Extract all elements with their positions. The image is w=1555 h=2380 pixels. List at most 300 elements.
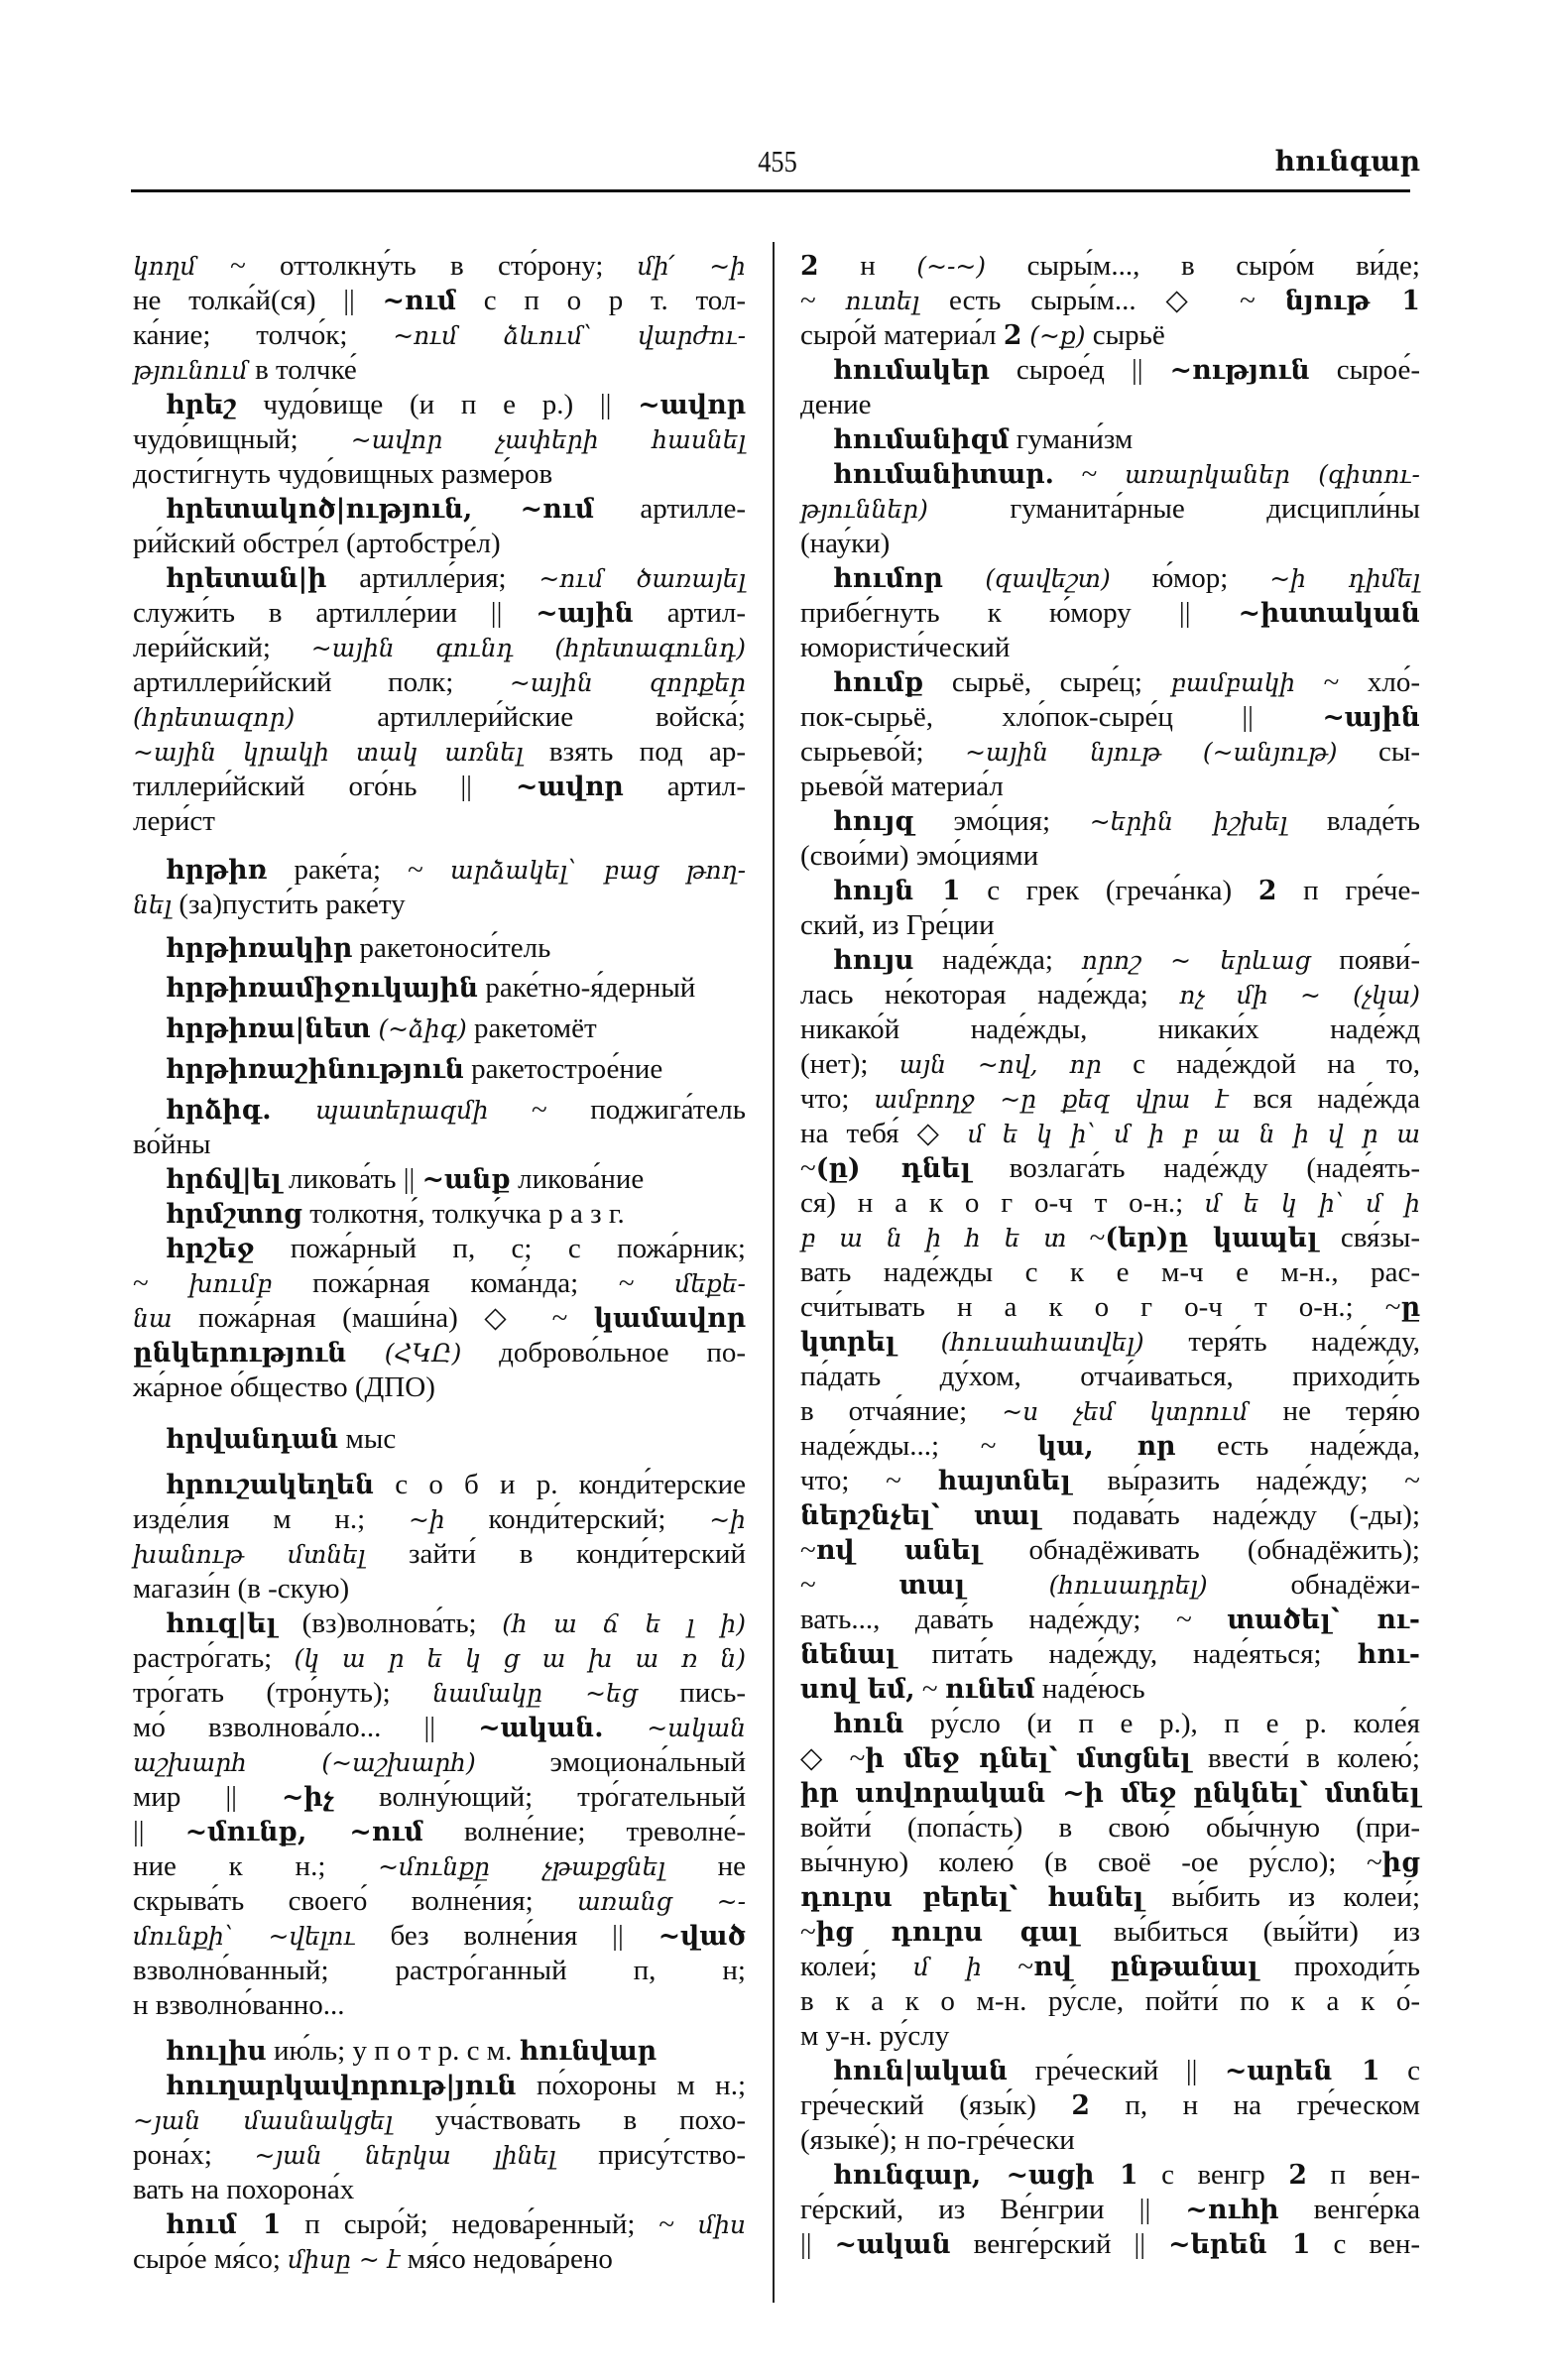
headword: հրմշտոց (166, 1199, 302, 1230)
text-line (133, 561, 746, 596)
armenian-phrase: միս (698, 2210, 746, 2239)
text-line (133, 1093, 746, 1128)
dictionary-entry (800, 804, 1420, 874)
russian-text: ракетострое́ние (463, 1053, 663, 1085)
russian-text: возлага́ть наде́жду (наде́ять- (970, 1152, 1420, 1184)
text-line (133, 853, 746, 888)
text-line (800, 631, 1420, 665)
russian-text: наде́юсь (1034, 1673, 1145, 1705)
text-line (800, 2158, 1420, 2193)
russian-text: проходи́ть (1257, 1951, 1420, 1982)
headword: ունեմ (944, 1674, 1035, 1705)
russian-text: гумани́зм (1009, 423, 1134, 455)
text-line (133, 1606, 746, 1641)
text-line (800, 1498, 1420, 1533)
russian-text: взять под ар- (523, 736, 746, 768)
dictionary-entry (133, 1052, 746, 1087)
headword: 2 (1071, 2090, 1090, 2121)
russian-text: войти́ (попа́сть) в свою́ обы́чную (при- (800, 1812, 1420, 1844)
armenian-phrase: ~ական (603, 1714, 747, 1742)
text-line (133, 1197, 746, 1232)
russian-text: раке́тно-я́дерный (478, 972, 696, 1004)
russian-text: что; (800, 1083, 875, 1115)
text-line (800, 388, 1420, 422)
russian-text: уча́ствовать в похо- (392, 2104, 747, 2136)
russian-text: рьево́й материа́л (800, 771, 1004, 802)
russian-text: пок-сырьё, хло́пок-сыре́ц || (800, 701, 1323, 733)
russian-text: мя́со недова́рено (400, 2243, 613, 2275)
headword: հրթիռ (166, 855, 268, 886)
text-line (800, 2054, 1420, 2088)
russian-text: н взволно́ванно... (133, 1989, 345, 2021)
headword: տածել՝ ու- (1227, 1605, 1420, 1635)
dictionary-entry (800, 2158, 1420, 2262)
text-line (133, 422, 746, 457)
text-line (133, 971, 746, 1006)
text-line (800, 1533, 1420, 1568)
text-line (133, 1537, 746, 1572)
armenian-phrase: ~ում ձևում՝ վարժու- (393, 321, 746, 350)
text-line (800, 2123, 1420, 2158)
armenian-phrase: (~ք) (1021, 321, 1086, 350)
russian-text: ~ (800, 1152, 816, 1184)
armenian-phrase: բ ա ն ի հ ե տ (800, 1224, 1067, 1252)
armenian-phrase: ~ում ծառայել (538, 564, 746, 593)
text-line (133, 931, 746, 966)
dictionary-entry (800, 2054, 1420, 2158)
text-line (800, 1394, 1420, 1429)
russian-text: обнадёжи- (1207, 1569, 1420, 1601)
headword: հրետակոծ|ություն, ~ում (166, 494, 595, 525)
text-line (800, 1741, 1420, 1776)
armenian-phrase: բամբակի (1170, 668, 1296, 697)
headword: հումանիտար. (833, 459, 1054, 490)
russian-text: прису́тство- (555, 2139, 746, 2171)
headword: ~ավոր (515, 772, 624, 802)
headword: իր սովորական ~ի մեջ ընկնել՝ մտնել (800, 1778, 1420, 1809)
dictionary-entry (800, 457, 1420, 561)
text-line (800, 943, 1420, 978)
armenian-phrase: ~ի դիմել (1269, 564, 1420, 593)
russian-text: венге́рский || (950, 2228, 1169, 2260)
russian-text: изде́лия м н.; (133, 1503, 409, 1535)
headword: ~մունք, ~ում (184, 1817, 423, 1847)
text-line (133, 1301, 746, 1336)
running-head: հունգար (1274, 145, 1420, 178)
dictionary-entry (800, 422, 1420, 457)
text-line (133, 631, 746, 665)
headword: կամավոր (593, 1303, 746, 1334)
headword: ով ընթանալ (1033, 1952, 1258, 1982)
russian-text: ~ (800, 1569, 899, 1601)
headword: հունգար, ~ացի 1 (833, 2160, 1138, 2191)
russian-text: есть сыры́м... ◇ ~ (919, 285, 1285, 316)
headword: ~ուհի (1185, 2195, 1279, 2225)
text-line (133, 1780, 746, 1815)
text-line (800, 1464, 1420, 1498)
russian-text: артилле- (594, 493, 746, 525)
headword: հայտնել (937, 1466, 1071, 1496)
russian-text: артиллери́йский полк; (133, 666, 510, 698)
russian-text: с венгр (1137, 2159, 1289, 2191)
armenian-phrase: մ ե կ ի՝ մ ի (1205, 1189, 1420, 1218)
russian-text: п сыро́й; недова́ренный; ~ (281, 2208, 699, 2240)
text-line (800, 561, 1420, 596)
russian-text: (свои́ми) эмо́циями (800, 840, 1039, 872)
headword: հումանիզմ (833, 424, 1010, 455)
text-line (133, 1012, 746, 1046)
dictionary-entry (133, 2034, 746, 2069)
russian-text: ~ хло́- (1295, 666, 1420, 698)
text-line (133, 665, 746, 700)
russian-text: в к а к о м-н. ру́сле, пойти́ по к а к о́- (800, 1985, 1420, 2017)
armenian-phrase: խանութ մտնել (133, 1540, 366, 1569)
russian-text: ~ (1053, 458, 1126, 490)
russian-text: ~ (800, 1916, 816, 1948)
russian-text: ние к н.; (133, 1850, 379, 1882)
dictionary-entry (133, 853, 746, 922)
russian-text: гре́ческий (язы́к) (800, 2089, 1072, 2121)
text-line (133, 1232, 746, 1266)
headword: հուն (833, 1709, 904, 1739)
armenian-phrase: (հուսահատվել) (896, 1328, 1144, 1357)
russian-text: пожа́рная (маши́на) ◇ ~ (172, 1302, 594, 1334)
armenian-phrase: միսը ~ է (288, 2245, 401, 2274)
headword: ~ային (536, 598, 634, 629)
text-line (800, 1360, 1420, 1394)
armenian-phrase: աշխարհ (~աշխարհ) (133, 1748, 476, 1777)
russian-text: доброво́льное по- (461, 1337, 746, 1368)
armenian-phrase: ~երին իշխել (1089, 807, 1288, 836)
text-line (800, 1325, 1420, 1360)
dictionary-entry (133, 1468, 746, 1606)
russian-text: дости́гнуть чудо́вищных разме́ров (133, 458, 553, 490)
russian-text: на тебя́ ◇ (800, 1118, 968, 1149)
text-line (800, 1915, 1420, 1950)
headword: հրշեջ (166, 1234, 255, 1264)
headword: հրթիռամիջուկային (166, 973, 479, 1004)
armenian-phrase: ամբողջ ~ը քեզ վրա է (874, 1085, 1229, 1114)
text-line (800, 1186, 1420, 1221)
russian-text: || (133, 1816, 185, 1847)
text-line (800, 978, 1420, 1012)
text-line (133, 2034, 746, 2069)
text-line (800, 700, 1420, 735)
armenian-phrase: մ ի (913, 1953, 983, 1981)
russian-text: что; ~ (800, 1465, 938, 1496)
russian-text: владе́ть (1287, 805, 1421, 837)
dictionary-entry (800, 249, 1420, 353)
text-line (800, 1151, 1420, 1186)
text-line (133, 1572, 746, 1606)
russian-text: конди́терский; (444, 1503, 710, 1535)
headword: ~ական (834, 2229, 951, 2260)
russian-text: юмористи́ческий (800, 632, 1011, 663)
russian-text: теря́ть наде́жду, (1143, 1326, 1420, 1358)
russian-text: растро́гать; (133, 1642, 295, 1674)
text-line (133, 249, 746, 284)
dictionary-entry (800, 1707, 1420, 2054)
russian-text: без волне́ния || (355, 1920, 658, 1952)
text-line (800, 1012, 1420, 1047)
text-line (133, 1502, 746, 1537)
russian-text: пожа́рная кома́нда; ~ (272, 1267, 675, 1299)
headword: ~արեն 1 (1225, 2056, 1380, 2086)
russian-text: вы́чную) колею́ (в своё -ое ру́сло); ~ (800, 1846, 1382, 1878)
headword: ~ություն (1169, 355, 1310, 386)
right-column (800, 249, 1420, 2262)
headword: կտրել (800, 1327, 897, 1358)
armenian-phrase: ~ի (709, 1505, 747, 1534)
russian-text: ~ (1066, 1222, 1106, 1253)
headword: հուն|ական (833, 2056, 1009, 2086)
headword: (ը) դնել (815, 1153, 971, 1184)
text-line (133, 2138, 746, 2173)
headword: 2 (1003, 320, 1022, 351)
armenian-phrase: պատերազմի (271, 1096, 489, 1125)
russian-text: ри́йский обстре́л (артобстре́л) (133, 528, 501, 559)
text-line (800, 839, 1420, 874)
russian-text: не теря́ю (1248, 1395, 1420, 1427)
russian-text: сырьё (1085, 319, 1165, 351)
text-line (133, 527, 746, 561)
russian-text: есть наде́жда, (1175, 1430, 1420, 1462)
text-line (800, 2193, 1420, 2227)
armenian-phrase: նել (133, 891, 173, 919)
russian-text: лери́ст (133, 805, 215, 837)
headword: հրթիռաշինություն (166, 1054, 464, 1085)
text-line (800, 353, 1420, 388)
headword: ~անք (421, 1164, 511, 1195)
text-line (133, 2173, 746, 2207)
armenian-phrase: մեքե- (674, 1269, 746, 1298)
armenian-phrase: խումբ (188, 1269, 273, 1298)
russian-text: сырьево́й; (800, 736, 966, 768)
headword: նյութ 1 (1284, 286, 1420, 316)
text-line (800, 1880, 1420, 1915)
text-line (133, 596, 746, 631)
russian-text: в толчке́ (247, 354, 357, 386)
dictionary-entry (133, 561, 746, 839)
text-line (800, 665, 1420, 700)
russian-text: лери́йский; (133, 632, 311, 663)
headword: հում 1 (166, 2209, 282, 2240)
headword: ից դուրս գալ (815, 1917, 1079, 1948)
headword: ներշնչել՝ տալ (800, 1500, 1040, 1531)
russian-text: пожа́рный п, с; с пожа́рник; (254, 1233, 746, 1264)
armenian-phrase: ~ային կրակի տակ առնել (133, 738, 524, 767)
text-line (133, 1815, 746, 1849)
armenian-phrase: (հրետազոր) (133, 703, 296, 732)
russian-text: подава́ть наде́жду (-ды); (1039, 1499, 1420, 1531)
text-line (800, 249, 1420, 284)
russian-text: вать..., дава́ть наде́жду; ~ (800, 1604, 1228, 1635)
headword: հուղարկավորութ|յուն (166, 2071, 517, 2101)
russian-text: вы́разить наде́жду; ~ (1070, 1465, 1420, 1496)
headword: հրձիգ. (166, 1095, 272, 1126)
armenian-phrase: նամակը ~եց (432, 1679, 638, 1708)
russian-text: эмоциона́льный (475, 1746, 747, 1778)
text-line (800, 1429, 1420, 1464)
text-line (133, 1370, 746, 1405)
russian-text: (нет); (800, 1048, 899, 1080)
armenian-phrase: ~յան ներկա լինել (254, 2141, 556, 2170)
text-line (133, 2069, 746, 2103)
russian-text: ю́мор; (1110, 562, 1270, 594)
headword: 2 (1288, 2160, 1307, 2191)
russian-text: обнадёживать (обнадёжить); (981, 1534, 1420, 1566)
headword: հրթիռակիր (166, 933, 353, 964)
armenian-phrase: ~ային նյութ (~անյութ) (965, 738, 1338, 767)
text-line (800, 874, 1420, 908)
headword: կա, որ (1037, 1431, 1176, 1462)
text-line (133, 1884, 746, 1919)
headword: հուլիս (166, 2036, 267, 2067)
russian-text: ликова́ть || (281, 1163, 422, 1195)
russian-text: эмо́ция; (913, 805, 1090, 837)
russian-text: ~ (800, 1534, 816, 1566)
text-line (800, 1707, 1420, 1741)
russian-text: сы- (1337, 736, 1421, 768)
russian-text: появи́- (1310, 944, 1420, 976)
russian-text: артилле́рия; (326, 562, 539, 594)
russian-text: никако́й наде́жды, никаки́х наде́жд (800, 1013, 1420, 1045)
headword: հրեշ (166, 390, 237, 420)
russian-text: раке́та; ~ (267, 854, 451, 886)
text-line (133, 1711, 746, 1745)
russian-text: ◇ ~ (800, 1742, 866, 1774)
armenian-phrase: ուտել (845, 287, 920, 315)
armenian-phrase: (հուսադրել) (965, 1571, 1208, 1600)
text-line (133, 1988, 746, 2023)
dictionary-entry (133, 971, 746, 1006)
text-line (800, 2227, 1420, 2262)
russian-text: ~ (914, 1673, 945, 1705)
russian-text: сырьё, сыре́ц; (923, 666, 1171, 698)
russian-text: тро́гать (тро́нуть); (133, 1677, 433, 1709)
headword: ~իչ (281, 1782, 335, 1813)
russian-text: с грек (греча́нка) (960, 875, 1258, 906)
russian-text: вы́биться (вы́йти) из (1078, 1916, 1420, 1948)
russian-text: ликова́ние (510, 1163, 645, 1195)
armenian-phrase: ~ային զորքեր (509, 668, 746, 697)
dictionary-entry (133, 1197, 746, 1232)
armenian-phrase: ~ային գունդ (հրետագունդ) (310, 634, 746, 662)
armenian-phrase: ~ավոր չափերի հասնել (350, 425, 747, 454)
russian-text: || (800, 2228, 835, 2260)
armenian-phrase: ~ս չեմ կտրում (1002, 1397, 1249, 1426)
dictionary-entry (133, 1093, 746, 1162)
text-line (133, 1336, 746, 1370)
russian-text: счи́тывать н а к о г о-ч т о-н.; ~ (800, 1291, 1401, 1323)
russian-text: наде́жды...; ~ (800, 1430, 1038, 1462)
headword: դուրս բերել՝ հանել (800, 1882, 1144, 1913)
headword: սով եմ, (800, 1674, 915, 1705)
headword: ընկերություն (133, 1338, 347, 1368)
headword: հումք (833, 667, 924, 698)
text-line (133, 1954, 746, 1988)
headword: հրճվ|ել (166, 1164, 282, 1195)
dictionary-entry (133, 1606, 746, 2023)
armenian-phrase: մունքի՝ ~վելու (133, 1922, 356, 1951)
text-line (800, 492, 1420, 527)
russian-text: жа́рное о́бщество (ДПО) (133, 1371, 435, 1403)
text-line (800, 1082, 1420, 1117)
dictionary-entry (133, 1162, 746, 1197)
text-line (133, 700, 746, 735)
russian-text: мо́ взволнова́ло... || (133, 1712, 479, 1743)
russian-text: ка́ние; толчо́к; (133, 319, 394, 351)
dictionary-entry (133, 931, 746, 966)
russian-text: пита́ть наде́жду, наде́яться; (896, 1638, 1358, 1670)
dictionary-entry (800, 943, 1420, 1707)
russian-text: артил- (623, 771, 747, 802)
text-line (133, 1745, 746, 1780)
text-line (800, 804, 1420, 839)
text-line (133, 318, 746, 353)
headword: ից (1381, 1847, 1420, 1878)
text-line (133, 457, 746, 492)
page-number: 455 (758, 144, 797, 178)
text-line (133, 353, 746, 388)
text-line (800, 1047, 1420, 1082)
russian-text: п, н на гре́ческом (1089, 2089, 1420, 2121)
russian-text: рона́х; (133, 2139, 255, 2171)
headword: հուզ|ել (166, 1608, 278, 1639)
russian-text: па́дать ду́хом, отча́иваться, приходи́ть (800, 1361, 1420, 1392)
text-line (133, 388, 746, 422)
russian-text: не толка́й(ся) || (133, 285, 383, 316)
headword: ի մեջ դնել՝ մտցնել (865, 1743, 1191, 1774)
armenian-phrase: (ՀԿԸ) (346, 1339, 462, 1368)
text-line (133, 1162, 746, 1197)
headword: 2 (800, 251, 819, 282)
text-line (133, 804, 746, 839)
armenian-phrase: (հ ա ճ ե լ ի) (502, 1609, 746, 1638)
russian-text: свя́зы- (1317, 1222, 1420, 1253)
text-line (133, 1919, 746, 1954)
dictionary-entry (133, 1012, 746, 1046)
headword: ~ային (1322, 702, 1420, 733)
text-line (800, 735, 1420, 770)
text-line (800, 1811, 1420, 1845)
text-line (133, 2207, 746, 2242)
text-line (800, 318, 1420, 353)
dictionary-entry (800, 561, 1420, 665)
text-line (800, 1845, 1420, 1880)
russian-text: чудо́вищный; (133, 423, 351, 455)
russian-text: сырое́д || (989, 354, 1170, 386)
headword: հու- (1357, 1639, 1420, 1670)
russian-text: с п о р т. тол- (456, 285, 746, 316)
text-line (133, 284, 746, 318)
russian-text: с о б и р. конди́терские (374, 1469, 746, 1500)
dictionary-entry (133, 2069, 746, 2207)
text-line (133, 1468, 746, 1502)
russian-text: чудо́вище (и п е р.) || (236, 389, 639, 420)
russian-text: венге́рка (1278, 2194, 1420, 2225)
russian-text: вать наде́жды с к е м-ч е м-н., рас- (800, 1256, 1420, 1288)
russian-text: сырое́- (1309, 354, 1420, 386)
russian-text: в отча́яние; (800, 1395, 1003, 1427)
russian-text: артиллери́йские войска́; (295, 701, 746, 733)
russian-text: скрыва́ть своего́ волне́ния; (133, 1885, 578, 1917)
russian-text: прибе́гнуть к ю́мору || (800, 597, 1239, 629)
text-line (133, 1266, 746, 1301)
russian-text: тиллери́йский ого́нь || (133, 771, 516, 802)
russian-text: сыро́е мя́со; (133, 2243, 289, 2275)
dictionary-entry (133, 2207, 746, 2277)
